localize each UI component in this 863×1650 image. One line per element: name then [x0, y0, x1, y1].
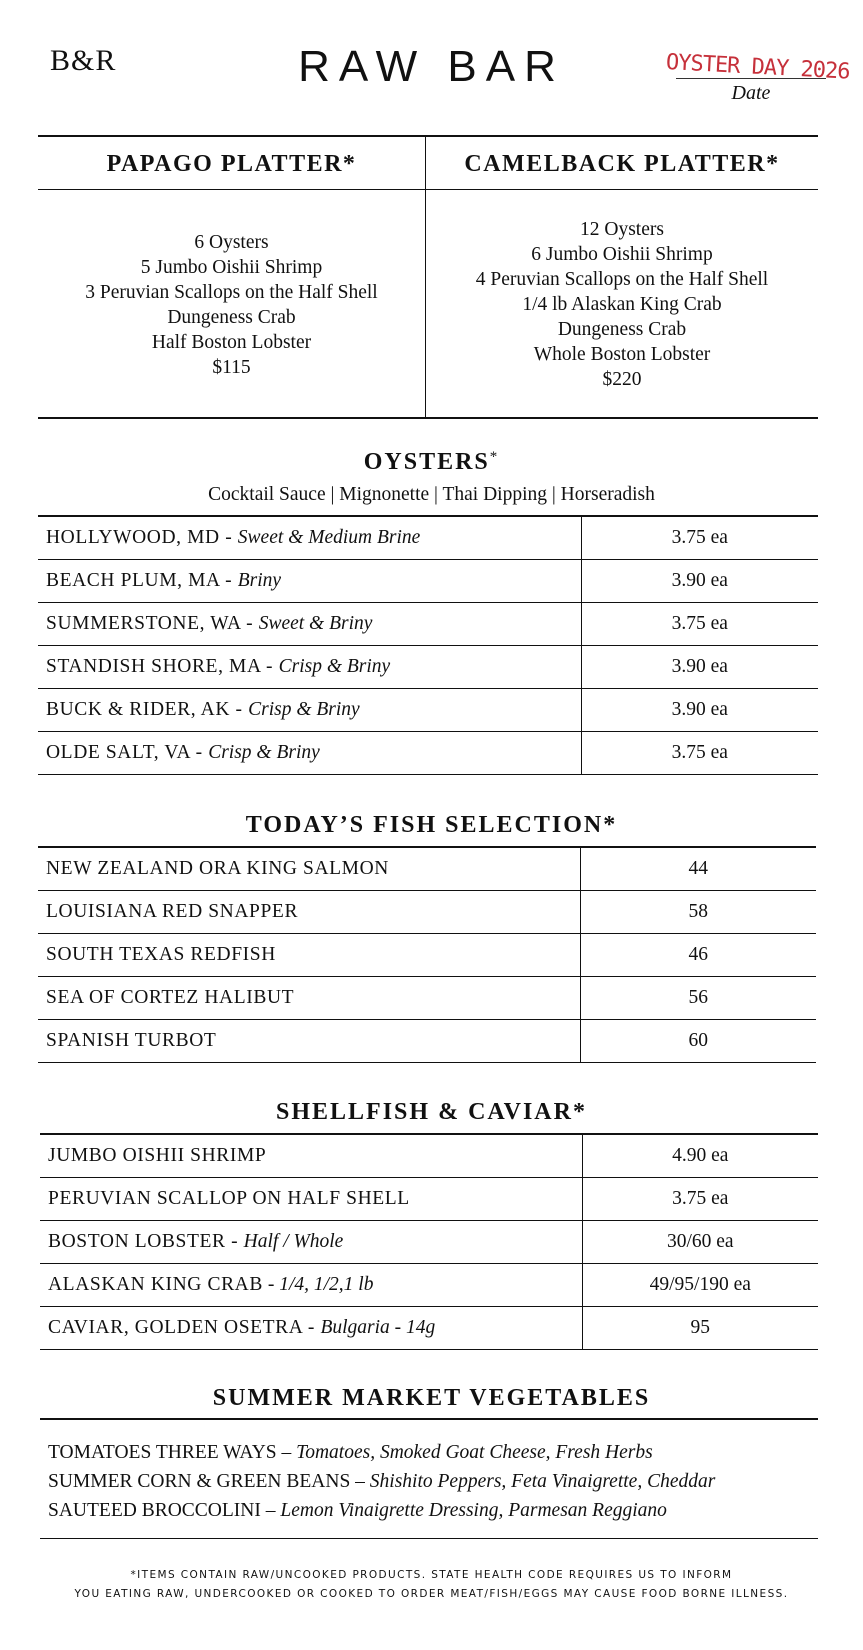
papago-platter-title: PAPAGO PLATTER*: [106, 151, 357, 177]
table-row: [38, 603, 818, 646]
oyster-name-cell: BEACH PLUM, MA - Briny: [38, 560, 581, 603]
camelback-platter-title: CAMELBACK PLATTER*: [464, 151, 780, 177]
vegetables-title: SUMMER MARKET VEGETABLES: [212, 1385, 651, 1411]
platter-item: Dungeness Crab: [557, 319, 687, 340]
camelback-platter-items: [426, 217, 818, 392]
oysters-title-mark: *: [489, 449, 500, 465]
shellfish-name: JUMBO OISHII SHRIMP: [40, 1134, 582, 1178]
oyster-sauces: Cocktail Sauce | Mignonette | Thai Dipping | Horseradish: [208, 484, 655, 505]
oyster-note: Crisp & Briny: [248, 699, 360, 720]
table-row: [38, 732, 818, 775]
oyster-note: Crisp & Briny: [208, 742, 320, 763]
list-item: SAUTEED BROCCOLINI – Lemon Vinaigrette Dressing, Parmesan Reggiano: [48, 1500, 667, 1521]
disclaimer-line: YOU EATING RAW, UNDERCOOKED OR COOKED TO ORDER MEAT/FISH/EGGS MAY CAUSE FOOD BORNE ILLNESS.: [74, 1588, 789, 1600]
date-label: Date: [731, 82, 771, 104]
list-item: SUMMER CORN & GREEN BEANS – Shishito Peppers, Feta Vinaigrette, Cheddar: [48, 1471, 716, 1492]
oyster-name-cell: OLDE SALT, VA - Crisp & Briny: [38, 732, 581, 775]
fish-price: 46: [580, 934, 816, 977]
shellfish-name-cell: BOSTON LOBSTER - Half / Whole: [40, 1221, 582, 1264]
oysters-table: [38, 515, 818, 775]
fish-price: 58: [580, 891, 816, 934]
table-row: [40, 1264, 818, 1307]
table-row: [38, 891, 816, 934]
oyster-price: 3.90 ea: [581, 646, 818, 689]
vegetable-name: SUMMER CORN & GREEN BEANS: [48, 1471, 351, 1492]
oyster-price: 3.75 ea: [581, 732, 818, 775]
vegetable-desc: Tomatoes, Smoked Goat Cheese, Fresh Herbs: [296, 1442, 653, 1463]
shellfish-name-cell: CAVIAR, GOLDEN OSETRA - Bulgaria - 14g: [40, 1307, 582, 1350]
vegetable-name: SAUTEED BROCCOLINI: [48, 1500, 261, 1521]
shellfish-caviar-title: SHELLFISH & CAVIAR*: [276, 1099, 587, 1125]
platters-section: [38, 135, 818, 419]
table-row: [38, 1020, 816, 1063]
platter-item: 12 Oysters: [580, 219, 664, 240]
oyster-name: OLDE SALT, VA: [46, 742, 191, 763]
vegetables-list: [48, 1438, 715, 1525]
platter-header-divider: [38, 189, 818, 190]
table-row: [38, 560, 818, 603]
table-row: [40, 1134, 818, 1178]
oyster-name-cell: BUCK & RIDER, AK - Crisp & Briny: [38, 689, 581, 732]
table-row: [38, 977, 816, 1020]
oyster-note: Sweet & Briny: [258, 613, 373, 634]
shellfish-price: 95: [582, 1307, 818, 1350]
vegetable-desc: Shishito Peppers, Feta Vinaigrette, Cheddar: [369, 1471, 716, 1492]
oyster-note: Briny: [237, 570, 282, 591]
vegetable-desc: Lemon Vinaigrette Dressing, Parmesan Reggiano: [280, 1500, 667, 1521]
oysters-heading: [0, 449, 863, 476]
shellfish-name: BOSTON LOBSTER: [48, 1231, 226, 1252]
oyster-day-stamp: OYSTER DAY 2026: [665, 50, 851, 85]
shellfish-note: Half / Whole: [243, 1231, 344, 1252]
fish-table: [38, 846, 816, 1063]
platter-item: Dungeness Crab: [167, 307, 296, 328]
table-row: [38, 689, 818, 732]
fish-price: 60: [580, 1020, 816, 1063]
table-row: [38, 646, 818, 689]
platter-item: Whole Boston Lobster: [533, 344, 711, 365]
disclaimer-line: *ITEMS CONTAIN RAW/UNCOOKED PRODUCTS. STATE HEALTH CODE REQUIRES US TO INFORM: [130, 1569, 733, 1581]
fish-name: LOUISIANA RED SNAPPER: [38, 891, 580, 934]
platter-price: $115: [212, 357, 251, 378]
oyster-price: 3.90 ea: [581, 560, 818, 603]
table-row: [38, 934, 816, 977]
restaurant-logo: B&R: [50, 44, 117, 77]
oyster-note: Sweet & Medium Brine: [237, 527, 421, 548]
oyster-name-cell: STANDISH SHORE, MA - Crisp & Briny: [38, 646, 581, 689]
shellfish-name: ALASKAN KING CRAB: [48, 1274, 263, 1295]
oyster-name: BUCK & RIDER, AK: [46, 699, 231, 720]
papago-platter-items: [38, 230, 425, 380]
shellfish-price: 30/60 ea: [582, 1221, 818, 1264]
shellfish-name-cell: ALASKAN KING CRAB - 1/4, 1/2,1 lb: [40, 1264, 582, 1307]
platter-item: 1/4 lb Alaskan King Crab: [522, 294, 722, 315]
oysters-title: OYSTERS: [363, 449, 490, 475]
platter-item: 3 Peruvian Scallops on the Half Shell: [85, 282, 378, 303]
oyster-name-cell: HOLLYWOOD, MD - Sweet & Medium Brine: [38, 516, 581, 560]
platter-price: $220: [602, 369, 642, 390]
fish-price: 44: [580, 847, 816, 891]
page-title: RAW BAR: [298, 42, 565, 91]
shellfish-note: 1/4, 1/2,1 lb: [279, 1274, 374, 1295]
table-row: [38, 516, 818, 560]
date-line: [676, 78, 826, 79]
oyster-note: Crisp & Briny: [278, 656, 391, 677]
platter-item: Half Boston Lobster: [151, 332, 312, 353]
oyster-name: HOLLYWOOD, MD: [46, 527, 220, 548]
health-disclaimer: [0, 1566, 863, 1604]
oyster-price: 3.90 ea: [581, 689, 818, 732]
shellfish-note: Bulgaria - 14g: [320, 1317, 436, 1338]
fish-name: NEW ZEALAND ORA KING SALMON: [38, 847, 580, 891]
oyster-name: STANDISH SHORE, MA: [46, 656, 261, 677]
platter-item: 6 Oysters: [194, 232, 269, 253]
oyster-name: SUMMERSTONE, WA: [46, 613, 241, 634]
oyster-price: 3.75 ea: [581, 516, 818, 560]
shellfish-name: PERUVIAN SCALLOP ON HALF SHELL: [40, 1178, 582, 1221]
oyster-price: 3.75 ea: [581, 603, 818, 646]
fish-name: SEA OF CORTEZ HALIBUT: [38, 977, 580, 1020]
list-item: TOMATOES THREE WAYS – Tomatoes, Smoked Goat Cheese, Fresh Herbs: [48, 1442, 653, 1463]
vegetable-name: TOMATOES THREE WAYS: [48, 1442, 277, 1463]
table-row: [40, 1178, 818, 1221]
shellfish-price: 49/95/190 ea: [582, 1264, 818, 1307]
shellfish-table: [40, 1133, 818, 1350]
fish-selection-title: TODAY’S FISH SELECTION*: [245, 812, 618, 838]
table-row: [40, 1221, 818, 1264]
table-row: [38, 847, 816, 891]
table-row: [40, 1307, 818, 1350]
fish-name: SOUTH TEXAS REDFISH: [38, 934, 580, 977]
shellfish-price: 3.75 ea: [582, 1178, 818, 1221]
platter-item: 4 Peruvian Scallops on the Half Shell: [475, 269, 769, 290]
platter-item: 5 Jumbo Oishii Shrimp: [140, 257, 323, 278]
oyster-name-cell: SUMMERSTONE, WA - Sweet & Briny: [38, 603, 581, 646]
oyster-name: BEACH PLUM, MA: [46, 570, 220, 591]
vegetables-section: [40, 1418, 818, 1539]
shellfish-price: 4.90 ea: [582, 1134, 818, 1178]
fish-name: SPANISH TURBOT: [38, 1020, 580, 1063]
platter-item: 6 Jumbo Oishii Shrimp: [531, 244, 713, 265]
fish-price: 56: [580, 977, 816, 1020]
shellfish-name: CAVIAR, GOLDEN OSETRA: [48, 1317, 303, 1338]
